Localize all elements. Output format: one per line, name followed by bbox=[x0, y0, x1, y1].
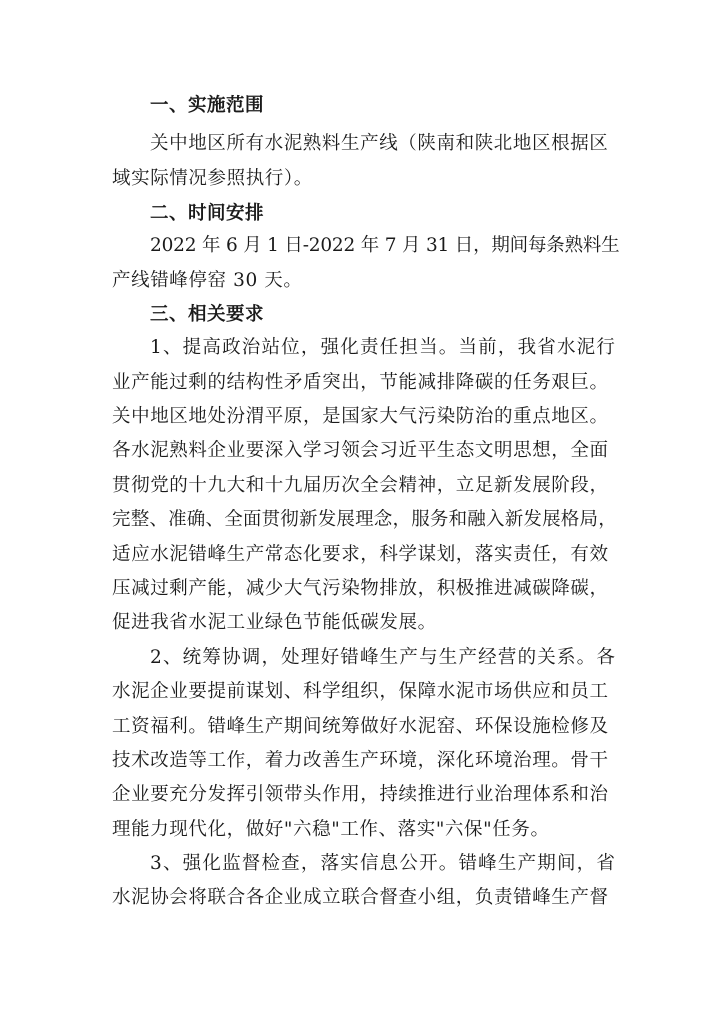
paragraph-line bbox=[0, 813, 724, 847]
section-heading-schedule bbox=[0, 197, 724, 231]
paragraph-line bbox=[0, 162, 724, 196]
paragraph-line bbox=[0, 366, 724, 400]
paragraph-line bbox=[0, 264, 724, 298]
section-heading-scope bbox=[0, 89, 724, 123]
paragraph-text: 关中地区所有水泥熟料生产线（陕南和陕北地区根据区 bbox=[150, 133, 609, 154]
paragraph-text: 水泥协会将联合各企业成立联合督查小组，负责错峰生产督 bbox=[112, 887, 609, 908]
paragraph-text: 3、强化监督检查，落实信息公开。错峰生产期间，省 bbox=[150, 853, 617, 874]
paragraph-line bbox=[0, 847, 724, 881]
paragraph-text: 1、提高政治站位，强化责任担当。当前，我省水泥行 bbox=[150, 337, 617, 358]
paragraph-text: 水泥企业要提前谋划、科学组织，保障水泥市场供应和员工 bbox=[112, 681, 609, 702]
paragraph-line bbox=[0, 503, 724, 537]
paragraph-text: 贯彻党的十九大和十九届历次全会精神，立足新发展阶段， bbox=[112, 475, 609, 496]
section-heading-text: 一、实施范围 bbox=[150, 95, 265, 116]
section-heading-text: 二、时间安排 bbox=[150, 203, 265, 224]
paragraph-text: 压减过剩产能，减少大气污染物排放，积极推进减碳降碳， bbox=[112, 578, 609, 599]
paragraph-line bbox=[0, 606, 724, 640]
paragraph-line bbox=[0, 331, 724, 365]
paragraph-text: 技术改造等工作，着力改善生产环境，深化环境治理。骨干 bbox=[112, 750, 609, 771]
paragraph-text: 企业要充分发挥引领带头作用，持续推进行业治理体系和治 bbox=[112, 784, 609, 805]
paragraph-text: 关中地区地处汾渭平原，是国家大气污染防治的重点地区。 bbox=[112, 406, 609, 427]
paragraph-text: 工资福利。错峰生产期间统筹做好水泥窑、环保设施检修及 bbox=[112, 716, 609, 737]
paragraph-text: 业产能过剩的结构性矛盾突出，节能减排降碳的任务艰巨。 bbox=[112, 372, 609, 393]
paragraph-line bbox=[0, 675, 724, 709]
paragraph-line bbox=[0, 434, 724, 468]
paragraph-line bbox=[0, 641, 724, 675]
paragraph-line bbox=[0, 778, 724, 812]
paragraph-text: 促进我省水泥工业绿色节能低碳发展。 bbox=[112, 612, 437, 633]
paragraph-text: 各水泥熟料企业要深入学习领会习近平生态文明思想，全面 bbox=[112, 440, 609, 461]
paragraph-text: 2022 年 6 月 1 日-2022 年 7 月 31 日，期间每条熟料生 bbox=[150, 235, 620, 256]
paragraph-text: 产线错峰停窑 30 天。 bbox=[112, 270, 303, 291]
paragraph-line bbox=[0, 572, 724, 606]
paragraph-line bbox=[0, 127, 724, 161]
paragraph-text: 理能力现代化，做好"六稳"工作、落实"六保"任务。 bbox=[112, 819, 550, 840]
paragraph-text: 域实际情况参照执行）。 bbox=[112, 168, 313, 189]
paragraph-line bbox=[0, 229, 724, 263]
paragraph-line bbox=[0, 881, 724, 915]
paragraph-text: 完整、准确、全面贯彻新发展理念，服务和融入新发展格局， bbox=[112, 509, 617, 530]
paragraph-line bbox=[0, 538, 724, 572]
paragraph-line bbox=[0, 744, 724, 778]
paragraph-line bbox=[0, 710, 724, 744]
paragraph-text: 2、统筹协调，处理好错峰生产与生产经营的关系。各 bbox=[150, 647, 617, 668]
paragraph-line bbox=[0, 469, 724, 503]
paragraph-text: 适应水泥错峰生产常态化要求，科学谋划，落实责任，有效 bbox=[112, 544, 609, 565]
paragraph-line bbox=[0, 400, 724, 434]
section-heading-text: 三、相关要求 bbox=[150, 304, 265, 325]
section-heading-requirements bbox=[0, 298, 724, 332]
